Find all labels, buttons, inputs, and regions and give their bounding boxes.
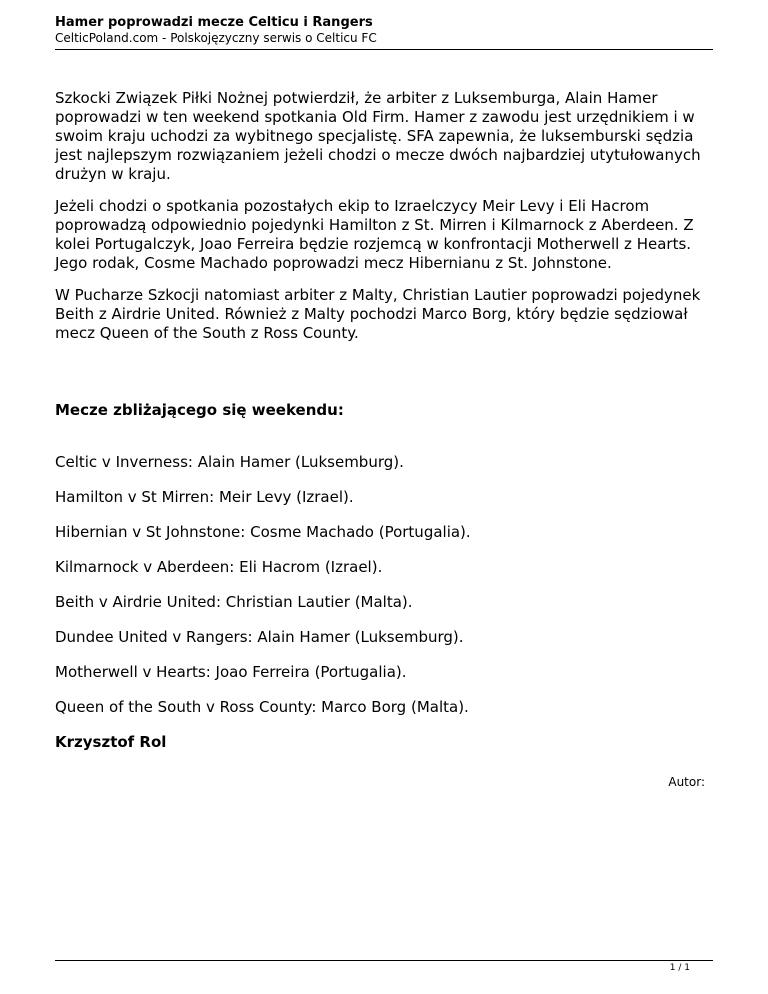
- site-subtitle: CelticPoland.com - Polskojęzyczny serwis o Celticu FC: [55, 31, 377, 45]
- match-item: Hibernian v St Johnstone: Cosme Machado (Portugalia).: [55, 523, 471, 541]
- page-header: [55, 14, 713, 50]
- match-item: Beith v Airdrie United: Christian Lautier (Malta).: [55, 593, 413, 611]
- article-paragraph: Jeżeli chodzi o spotkania pozostałych ekip to Izraelczycy Meir Levy i Eli Hacrom poprowadzą odpowiednio pojedynki Hamilton z St. Mirren i Kilmarnock z Aberdeen. Z kolei Portugalczyk, Joao Ferreira będzie rozjemcą w konfrontacji Motherwell z Hearts. Jego rodak, Cosme Machado poprowadzi mecz Hibernianu z St. Johnstone.: [55, 197, 694, 272]
- author-label: Autor:: [668, 775, 705, 789]
- article-body: [55, 89, 715, 752]
- match-item: Hamilton v St Mirren: Meir Levy (Izrael).: [55, 488, 354, 506]
- author-name: Krzysztof Rol: [55, 733, 167, 751]
- page-title: Hamer poprowadzi mecze Celticu i Rangers: [55, 15, 373, 30]
- match-item: Motherwell v Hearts: Joao Ferreira (Portugalia).: [55, 663, 407, 681]
- article-paragraph: Szkocki Związek Piłki Nożnej potwierdził, że arbiter z Luksemburga, Alain Hamer poprowadzi w ten weekend spotkania Old Firm. Hamer z zawodu jest urzędnikiem i w swoim kraju uchodzi za wybitnego specjalistę. SFA zapewnia, że luksemburski sędzia jest najlepszym rozwiązaniem jeżeli chodzi o mecze dwóch najbardziej utytułowanych drużyn w kraju.: [55, 89, 701, 183]
- match-item: Dundee United v Rangers: Alain Hamer (Luksemburg).: [55, 628, 464, 646]
- match-item: Queen of the South v Ross County: Marco Borg (Malta).: [55, 698, 469, 716]
- match-item: Celtic v Inverness: Alain Hamer (Luksemburg).: [55, 453, 404, 471]
- matches-heading: Mecze zbliżającego się weekendu:: [55, 401, 344, 419]
- page-footer: [55, 960, 713, 973]
- match-item: Kilmarnock v Aberdeen: Eli Hacrom (Izrael).: [55, 558, 383, 576]
- match-list: [55, 453, 715, 717]
- article-paragraph: W Pucharze Szkocji natomiast arbiter z Malty, Christian Lautier poprowadzi pojedynek Beith z Airdrie United. Również z Malty pochodzi Marco Borg, który będzie sędziował mecz Queen of the South z Ross County.: [55, 286, 701, 342]
- page-number: 1 / 1: [669, 963, 690, 973]
